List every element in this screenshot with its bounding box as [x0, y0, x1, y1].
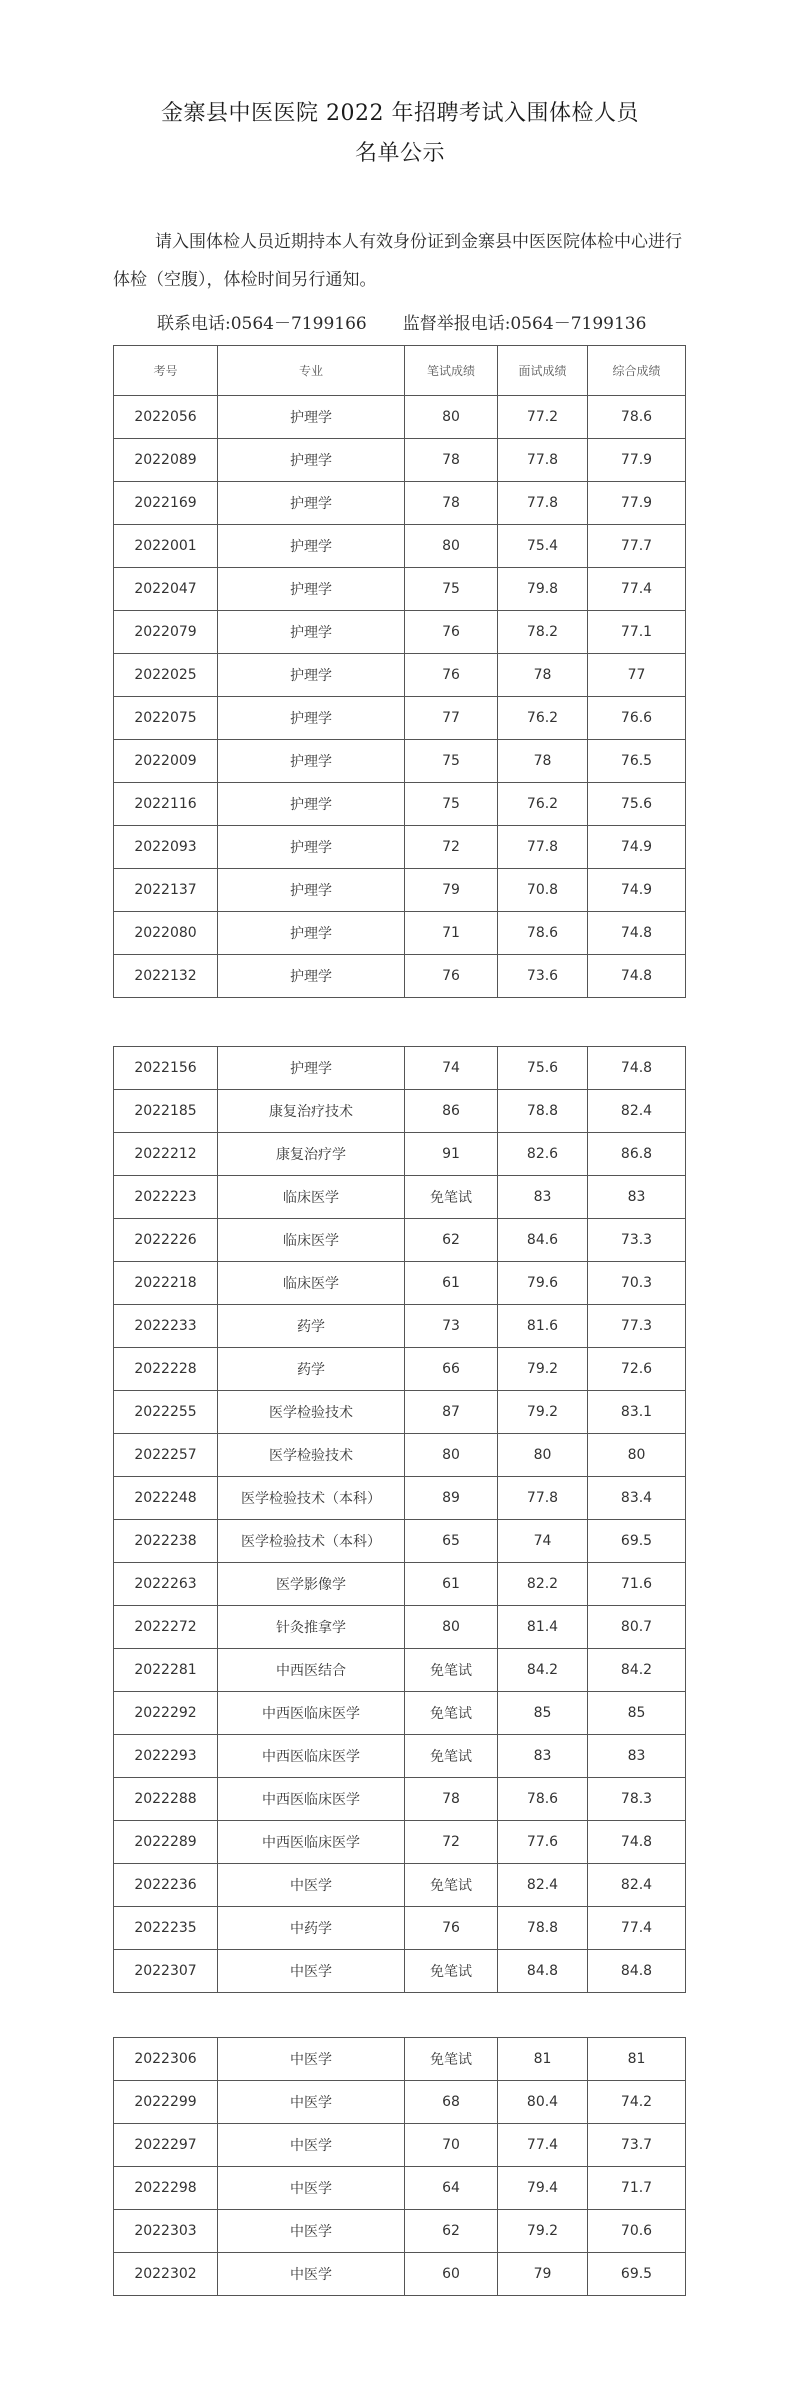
cell-written-score: 73: [405, 1305, 498, 1348]
table-row: [114, 396, 686, 439]
cell-interview-score: 81.6: [498, 1305, 588, 1348]
header-interview-score: 面试成绩: [498, 346, 588, 396]
cell-total-score: 71.7: [588, 2167, 686, 2210]
cell-total-score: 73.3: [588, 1219, 686, 1262]
cell-total-score: 70.6: [588, 2210, 686, 2253]
cell-total-score: 69.5: [588, 2253, 686, 2296]
cell-exam-id: 2022292: [114, 1692, 218, 1735]
table-row: [114, 2038, 686, 2081]
table-row: [114, 1864, 686, 1907]
cell-written-score: 76: [405, 611, 498, 654]
cell-written-score: 78: [405, 439, 498, 482]
header-written-score: 笔试成绩: [405, 346, 498, 396]
cell-interview-score: 82.2: [498, 1563, 588, 1606]
cell-exam-id: 2022156: [114, 1047, 218, 1090]
results-table-2: [113, 1046, 686, 1993]
cell-total-score: 84.8: [588, 1950, 686, 1993]
cell-major: 护理学: [218, 482, 405, 525]
cell-total-score: 84.2: [588, 1649, 686, 1692]
cell-total-score: 80.7: [588, 1606, 686, 1649]
cell-exam-id: 2022298: [114, 2167, 218, 2210]
cell-total-score: 83.4: [588, 1477, 686, 1520]
cell-major: 中医学: [218, 1950, 405, 1993]
cell-exam-id: 2022185: [114, 1090, 218, 1133]
table-row: [114, 439, 686, 482]
cell-written-score: 62: [405, 2210, 498, 2253]
cell-written-score: 89: [405, 1477, 498, 1520]
cell-total-score: 73.7: [588, 2124, 686, 2167]
cell-exam-id: 2022093: [114, 826, 218, 869]
cell-interview-score: 82.6: [498, 1133, 588, 1176]
cell-interview-score: 78.6: [498, 1778, 588, 1821]
cell-interview-score: 78.6: [498, 912, 588, 955]
cell-total-score: 86.8: [588, 1133, 686, 1176]
cell-written-score: 免笔试: [405, 1692, 498, 1735]
cell-major: 护理学: [218, 826, 405, 869]
cell-exam-id: 2022228: [114, 1348, 218, 1391]
cell-major: 康复治疗技术: [218, 1090, 405, 1133]
table-row: [114, 1778, 686, 1821]
table-row: [114, 869, 686, 912]
cell-interview-score: 82.4: [498, 1864, 588, 1907]
cell-total-score: 78.3: [588, 1778, 686, 1821]
page-subtitle: 名单公示: [354, 141, 445, 166]
cell-total-score: 83.1: [588, 1391, 686, 1434]
cell-interview-score: 75.6: [498, 1047, 588, 1090]
cell-interview-score: 78.8: [498, 1090, 588, 1133]
cell-total-score: 74.9: [588, 826, 686, 869]
cell-interview-score: 81.4: [498, 1606, 588, 1649]
cell-total-score: 74.8: [588, 1047, 686, 1090]
cell-interview-score: 77.2: [498, 396, 588, 439]
cell-interview-score: 79: [498, 2253, 588, 2296]
cell-exam-id: 2022281: [114, 1649, 218, 1692]
cell-total-score: 74.8: [588, 912, 686, 955]
cell-exam-id: 2022047: [114, 568, 218, 611]
table-row: [114, 1821, 686, 1864]
cell-major: 中西医临床医学: [218, 1778, 405, 1821]
cell-written-score: 免笔试: [405, 1649, 498, 1692]
cell-exam-id: 2022293: [114, 1735, 218, 1778]
table-row: [114, 1348, 686, 1391]
cell-major: 中西医临床医学: [218, 1692, 405, 1735]
cell-major: 中医学: [218, 2253, 405, 2296]
cell-exam-id: 2022288: [114, 1778, 218, 1821]
cell-exam-id: 2022169: [114, 482, 218, 525]
cell-written-score: 71: [405, 912, 498, 955]
table-row: [114, 654, 686, 697]
cell-exam-id: 2022302: [114, 2253, 218, 2296]
cell-exam-id: 2022009: [114, 740, 218, 783]
cell-written-score: 72: [405, 1821, 498, 1864]
table-row: [114, 525, 686, 568]
cell-exam-id: 2022263: [114, 1563, 218, 1606]
cell-interview-score: 77.8: [498, 826, 588, 869]
cell-major: 医学检验技术（本科）: [218, 1520, 405, 1563]
cell-total-score: 75.6: [588, 783, 686, 826]
table-row: [114, 1692, 686, 1735]
cell-interview-score: 78: [498, 654, 588, 697]
cell-total-score: 82.4: [588, 1090, 686, 1133]
cell-exam-id: 2022132: [114, 955, 218, 998]
cell-total-score: 74.9: [588, 869, 686, 912]
cell-written-score: 80: [405, 1606, 498, 1649]
cell-interview-score: 73.6: [498, 955, 588, 998]
table-row: [114, 697, 686, 740]
header-total-score: 综合成绩: [588, 346, 686, 396]
cell-total-score: 70.3: [588, 1262, 686, 1305]
cell-exam-id: 2022255: [114, 1391, 218, 1434]
cell-written-score: 免笔试: [405, 1735, 498, 1778]
table-row: [114, 740, 686, 783]
table-row: [114, 1649, 686, 1692]
cell-total-score: 71.6: [588, 1563, 686, 1606]
cell-written-score: 免笔试: [405, 2038, 498, 2081]
report-phone: 监督举报电话:0564－7199136: [402, 314, 647, 334]
cell-interview-score: 78: [498, 740, 588, 783]
table-row: [114, 611, 686, 654]
cell-exam-id: 2022306: [114, 2038, 218, 2081]
table-row: [114, 2210, 686, 2253]
cell-written-score: 免笔试: [405, 1950, 498, 1993]
cell-interview-score: 77.8: [498, 1477, 588, 1520]
header-exam-id: 考号: [114, 346, 218, 396]
cell-written-score: 72: [405, 826, 498, 869]
cell-written-score: 76: [405, 654, 498, 697]
cell-written-score: 60: [405, 2253, 498, 2296]
table-row: [114, 1520, 686, 1563]
results-table-1: [113, 345, 686, 998]
cell-exam-id: 2022307: [114, 1950, 218, 1993]
cell-total-score: 77.4: [588, 568, 686, 611]
cell-interview-score: 81: [498, 2038, 588, 2081]
cell-major: 临床医学: [218, 1219, 405, 1262]
cell-exam-id: 2022235: [114, 1907, 218, 1950]
cell-major: 临床医学: [218, 1176, 405, 1219]
cell-exam-id: 2022075: [114, 697, 218, 740]
cell-written-score: 86: [405, 1090, 498, 1133]
cell-written-score: 免笔试: [405, 1176, 498, 1219]
cell-written-score: 65: [405, 1520, 498, 1563]
cell-exam-id: 2022079: [114, 611, 218, 654]
cell-exam-id: 2022257: [114, 1434, 218, 1477]
cell-total-score: 76.5: [588, 740, 686, 783]
cell-total-score: 81: [588, 2038, 686, 2081]
cell-interview-score: 79.6: [498, 1262, 588, 1305]
cell-interview-score: 79.4: [498, 2167, 588, 2210]
cell-total-score: 77: [588, 654, 686, 697]
cell-written-score: 87: [405, 1391, 498, 1434]
table-row: [114, 1563, 686, 1606]
table-row: [114, 1907, 686, 1950]
table-row: [114, 1219, 686, 1262]
cell-exam-id: 2022297: [114, 2124, 218, 2167]
cell-written-score: 77: [405, 697, 498, 740]
cell-exam-id: 2022001: [114, 525, 218, 568]
cell-written-score: 66: [405, 1348, 498, 1391]
cell-exam-id: 2022248: [114, 1477, 218, 1520]
table-row: [114, 1434, 686, 1477]
cell-written-score: 91: [405, 1133, 498, 1176]
table-row: [114, 568, 686, 611]
cell-major: 护理学: [218, 439, 405, 482]
cell-total-score: 74.2: [588, 2081, 686, 2124]
cell-written-score: 64: [405, 2167, 498, 2210]
table-row: [114, 2081, 686, 2124]
cell-total-score: 83: [588, 1735, 686, 1778]
cell-exam-id: 2022089: [114, 439, 218, 482]
cell-major: 护理学: [218, 912, 405, 955]
table-row: [114, 1477, 686, 1520]
table-row: [114, 1047, 686, 1090]
cell-major: 中医学: [218, 1864, 405, 1907]
cell-exam-id: 2022226: [114, 1219, 218, 1262]
cell-total-score: 80: [588, 1434, 686, 1477]
cell-major: 护理学: [218, 740, 405, 783]
cell-major: 药学: [218, 1348, 405, 1391]
cell-major: 中西医临床医学: [218, 1821, 405, 1864]
page-title: 金寨县中医医院 2022 年招聘考试入围体检人员: [161, 101, 639, 126]
cell-total-score: 74.8: [588, 1821, 686, 1864]
cell-written-score: 75: [405, 740, 498, 783]
cell-interview-score: 78.8: [498, 1907, 588, 1950]
cell-exam-id: 2022056: [114, 396, 218, 439]
cell-interview-score: 79.2: [498, 1348, 588, 1391]
cell-total-score: 77.1: [588, 611, 686, 654]
cell-total-score: 77.4: [588, 1907, 686, 1950]
cell-interview-score: 74: [498, 1520, 588, 1563]
cell-major: 护理学: [218, 869, 405, 912]
header-major: 专业: [218, 346, 405, 396]
cell-major: 护理学: [218, 1047, 405, 1090]
cell-interview-score: 83: [498, 1176, 588, 1219]
cell-interview-score: 79.2: [498, 1391, 588, 1434]
cell-interview-score: 77.4: [498, 2124, 588, 2167]
table-row: [114, 1262, 686, 1305]
cell-major: 康复治疗学: [218, 1133, 405, 1176]
cell-major: 中医学: [218, 2081, 405, 2124]
cell-major: 医学影像学: [218, 1563, 405, 1606]
cell-exam-id: 2022223: [114, 1176, 218, 1219]
cell-written-score: 79: [405, 869, 498, 912]
table-row: [114, 955, 686, 998]
cell-total-score: 69.5: [588, 1520, 686, 1563]
cell-major: 中西医结合: [218, 1649, 405, 1692]
cell-interview-score: 78.2: [498, 611, 588, 654]
cell-major: 护理学: [218, 568, 405, 611]
cell-exam-id: 2022212: [114, 1133, 218, 1176]
table-row: [114, 2124, 686, 2167]
cell-total-score: 77.9: [588, 482, 686, 525]
cell-major: 中医学: [218, 2167, 405, 2210]
cell-interview-score: 77.6: [498, 1821, 588, 1864]
cell-interview-score: 85: [498, 1692, 588, 1735]
cell-total-score: 83: [588, 1176, 686, 1219]
cell-written-score: 76: [405, 1907, 498, 1950]
table-row: [114, 783, 686, 826]
table-row: [114, 1133, 686, 1176]
cell-written-score: 76: [405, 955, 498, 998]
cell-major: 中医学: [218, 2210, 405, 2253]
cell-major: 护理学: [218, 783, 405, 826]
notice-text: 请入围体检人员近期持本人有效身份证到金寨县中医医院体检中心进行体检（空腹），体检时间另行通知。: [113, 232, 682, 290]
cell-total-score: 77.7: [588, 525, 686, 568]
cell-major: 医学检验技术: [218, 1434, 405, 1477]
results-table-3: [113, 2037, 686, 2296]
cell-interview-score: 80.4: [498, 2081, 588, 2124]
cell-interview-score: 75.4: [498, 525, 588, 568]
cell-total-score: 72.6: [588, 1348, 686, 1391]
cell-major: 中药学: [218, 1907, 405, 1950]
table-row: [114, 2253, 686, 2296]
cell-exam-id: 2022289: [114, 1821, 218, 1864]
cell-exam-id: 2022299: [114, 2081, 218, 2124]
cell-written-score: 61: [405, 1563, 498, 1606]
contact-line: [157, 309, 646, 334]
cell-written-score: 75: [405, 783, 498, 826]
table-row: [114, 1176, 686, 1219]
cell-exam-id: 2022303: [114, 2210, 218, 2253]
cell-major: 医学检验技术: [218, 1391, 405, 1434]
cell-major: 中医学: [218, 2038, 405, 2081]
cell-major: 护理学: [218, 955, 405, 998]
contact-phone: 联系电话:0564－7199166: [157, 314, 367, 334]
cell-major: 护理学: [218, 611, 405, 654]
table-row: [114, 826, 686, 869]
cell-written-score: 68: [405, 2081, 498, 2124]
cell-written-score: 75: [405, 568, 498, 611]
cell-major: 医学检验技术（本科）: [218, 1477, 405, 1520]
cell-written-score: 免笔试: [405, 1864, 498, 1907]
cell-major: 中西医临床医学: [218, 1735, 405, 1778]
cell-total-score: 74.8: [588, 955, 686, 998]
cell-total-score: 82.4: [588, 1864, 686, 1907]
cell-interview-score: 77.8: [498, 439, 588, 482]
cell-major: 护理学: [218, 654, 405, 697]
cell-major: 护理学: [218, 525, 405, 568]
cell-exam-id: 2022272: [114, 1606, 218, 1649]
cell-major: 护理学: [218, 697, 405, 740]
table-row: [114, 1305, 686, 1348]
cell-exam-id: 2022080: [114, 912, 218, 955]
cell-written-score: 70: [405, 2124, 498, 2167]
cell-major: 针灸推拿学: [218, 1606, 405, 1649]
cell-interview-score: 84.2: [498, 1649, 588, 1692]
table-row: [114, 912, 686, 955]
cell-total-score: 78.6: [588, 396, 686, 439]
cell-interview-score: 77.8: [498, 482, 588, 525]
cell-major: 临床医学: [218, 1262, 405, 1305]
cell-interview-score: 80: [498, 1434, 588, 1477]
cell-interview-score: 83: [498, 1735, 588, 1778]
table-row: [114, 1391, 686, 1434]
cell-exam-id: 2022025: [114, 654, 218, 697]
cell-total-score: 76.6: [588, 697, 686, 740]
cell-exam-id: 2022238: [114, 1520, 218, 1563]
cell-interview-score: 84.6: [498, 1219, 588, 1262]
cell-exam-id: 2022233: [114, 1305, 218, 1348]
table-row: [114, 2167, 686, 2210]
cell-interview-score: 70.8: [498, 869, 588, 912]
cell-written-score: 78: [405, 482, 498, 525]
cell-written-score: 74: [405, 1047, 498, 1090]
cell-total-score: 85: [588, 1692, 686, 1735]
cell-exam-id: 2022236: [114, 1864, 218, 1907]
table-header-row: [114, 346, 686, 396]
cell-exam-id: 2022218: [114, 1262, 218, 1305]
cell-major: 护理学: [218, 396, 405, 439]
cell-major: 药学: [218, 1305, 405, 1348]
cell-written-score: 80: [405, 525, 498, 568]
cell-written-score: 80: [405, 1434, 498, 1477]
cell-interview-score: 79.2: [498, 2210, 588, 2253]
cell-interview-score: 76.2: [498, 697, 588, 740]
table-row: [114, 1735, 686, 1778]
cell-exam-id: 2022137: [114, 869, 218, 912]
cell-major: 中医学: [218, 2124, 405, 2167]
table-row: [114, 1090, 686, 1133]
cell-written-score: 80: [405, 396, 498, 439]
cell-written-score: 62: [405, 1219, 498, 1262]
cell-written-score: 61: [405, 1262, 498, 1305]
cell-written-score: 78: [405, 1778, 498, 1821]
cell-total-score: 77.3: [588, 1305, 686, 1348]
cell-total-score: 77.9: [588, 439, 686, 482]
cell-interview-score: 84.8: [498, 1950, 588, 1993]
cell-exam-id: 2022116: [114, 783, 218, 826]
table-row: [114, 482, 686, 525]
cell-interview-score: 79.8: [498, 568, 588, 611]
table-row: [114, 1950, 686, 1993]
cell-interview-score: 76.2: [498, 783, 588, 826]
table-row: [114, 1606, 686, 1649]
